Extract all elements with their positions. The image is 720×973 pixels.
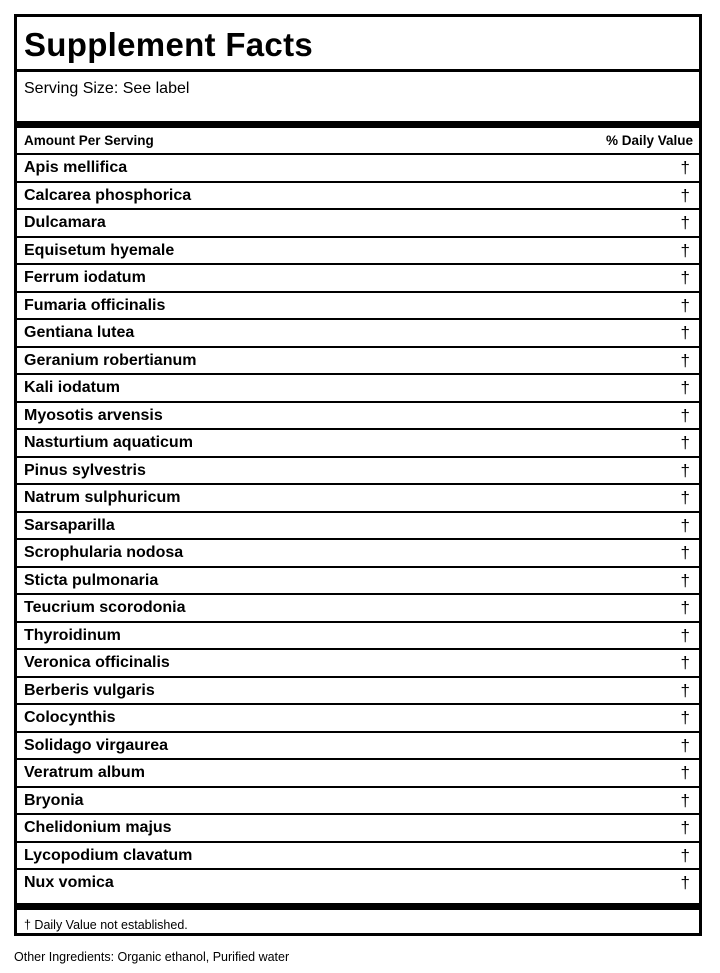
daily-value-dagger: † xyxy=(680,598,690,617)
ingredient-name: Gentiana lutea xyxy=(24,324,135,341)
title-divider xyxy=(17,69,699,72)
daily-value-dagger: † xyxy=(680,653,690,672)
ingredient-row xyxy=(17,210,699,238)
daily-value-dagger: † xyxy=(680,708,690,727)
ingredient-name: Teucrium scorodonia xyxy=(24,599,186,616)
ingredient-row xyxy=(17,623,699,651)
ingredient-name: Colocynthis xyxy=(24,709,116,726)
ingredient-name: Solidago virgaurea xyxy=(24,736,169,754)
daily-value-dagger: † xyxy=(680,158,690,177)
daily-value-dagger: † xyxy=(680,680,690,700)
column-header-row xyxy=(17,128,699,153)
ingredient-row xyxy=(17,678,699,706)
ingredient-row xyxy=(17,183,699,211)
ingredient-name: Ferrum iodatum xyxy=(24,269,146,286)
thick-divider-bottom xyxy=(17,903,699,910)
daily-value-dagger: † xyxy=(680,818,690,837)
daily-value-dagger: † xyxy=(680,570,690,590)
thick-divider-top xyxy=(17,121,699,128)
daily-value-dagger: † xyxy=(680,543,690,562)
daily-value-dagger: † xyxy=(680,790,690,810)
daily-value-dagger: † xyxy=(680,240,690,260)
daily-value-dagger: † xyxy=(680,515,690,535)
ingredient-row xyxy=(17,788,699,816)
ingredient-row xyxy=(17,155,699,183)
daily-value-dagger: † xyxy=(680,460,690,480)
daily-value-dagger: † xyxy=(680,295,690,315)
daily-value-dagger: † xyxy=(680,268,690,287)
ingredient-row xyxy=(17,595,699,623)
ingredient-name: Scrophularia nodosa xyxy=(24,544,184,561)
ingredient-row xyxy=(17,238,699,266)
ingredient-name: Apis mellifica xyxy=(24,159,128,176)
ingredient-name: Myosotis arvensis xyxy=(24,406,163,424)
ingredient-row xyxy=(17,293,699,321)
ingredient-name: Kali iodatum xyxy=(24,379,121,396)
ingredient-row xyxy=(17,265,699,293)
daily-value-dagger: † xyxy=(680,625,690,645)
daily-value-footnote: † Daily Value not established. xyxy=(24,918,188,932)
ingredient-row xyxy=(17,375,699,403)
ingredient-row xyxy=(17,348,699,376)
ingredient-name: Equisetum hyemale xyxy=(24,241,175,259)
ingredient-row xyxy=(17,760,699,788)
ingredient-row xyxy=(17,568,699,596)
daily-value-dagger: † xyxy=(680,735,690,755)
ingredient-name: Nasturtium aquaticum xyxy=(24,434,193,451)
ingredient-row xyxy=(17,705,699,733)
ingredient-name: Dulcamara xyxy=(24,214,106,231)
ingredient-name: Thyroidinum xyxy=(24,626,121,644)
ingredient-row xyxy=(17,403,699,431)
daily-value-dagger: † xyxy=(680,845,690,865)
ingredient-list xyxy=(17,153,699,896)
ingredient-name: Nux vomica xyxy=(24,874,114,891)
daily-value-dagger: † xyxy=(680,763,690,782)
ingredient-name: Veronica officinalis xyxy=(24,654,170,671)
daily-value-dagger: † xyxy=(680,185,690,205)
other-ingredients: Other Ingredients: Organic ethanol, Purified water xyxy=(14,950,290,964)
ingredient-row xyxy=(17,650,699,678)
daily-value-dagger: † xyxy=(680,213,690,232)
ingredient-row xyxy=(17,540,699,568)
daily-value-dagger: † xyxy=(680,433,690,452)
ingredient-row xyxy=(17,733,699,761)
ingredient-name: Calcarea phosphorica xyxy=(24,186,192,204)
ingredient-row xyxy=(17,815,699,843)
ingredient-name: Berberis vulgaris xyxy=(24,681,155,699)
ingredient-row xyxy=(17,870,699,896)
ingredient-row xyxy=(17,430,699,458)
amount-per-serving-header: Amount Per Serving xyxy=(24,133,154,148)
supplement-facts-panel xyxy=(14,14,702,936)
ingredient-name: Geranium robertianum xyxy=(24,351,197,369)
ingredient-name: Pinus sylvestris xyxy=(24,461,146,479)
daily-value-header: % Daily Value xyxy=(605,133,693,148)
ingredient-name: Sticta pulmonaria xyxy=(24,571,159,589)
panel-title: Supplement Facts xyxy=(24,26,314,63)
ingredient-name: Veratrum album xyxy=(24,764,145,781)
daily-value-dagger: † xyxy=(680,488,690,507)
daily-value-dagger: † xyxy=(680,873,690,892)
ingredient-name: Fumaria officinalis xyxy=(24,296,166,314)
daily-value-dagger: † xyxy=(680,405,690,425)
ingredient-name: Bryonia xyxy=(24,791,84,809)
serving-size: Serving Size: See label xyxy=(24,80,190,97)
daily-value-dagger: † xyxy=(680,350,690,370)
ingredient-row xyxy=(17,513,699,541)
ingredient-row xyxy=(17,485,699,513)
daily-value-dagger: † xyxy=(680,323,690,342)
ingredient-name: Chelidonium majus xyxy=(24,819,172,836)
ingredient-name: Natrum sulphuricum xyxy=(24,489,181,506)
ingredient-row xyxy=(17,320,699,348)
ingredient-name: Lycopodium clavatum xyxy=(24,846,193,864)
ingredient-row xyxy=(17,458,699,486)
ingredient-row xyxy=(17,843,699,871)
daily-value-dagger: † xyxy=(680,378,690,397)
ingredient-name: Sarsaparilla xyxy=(24,516,115,534)
